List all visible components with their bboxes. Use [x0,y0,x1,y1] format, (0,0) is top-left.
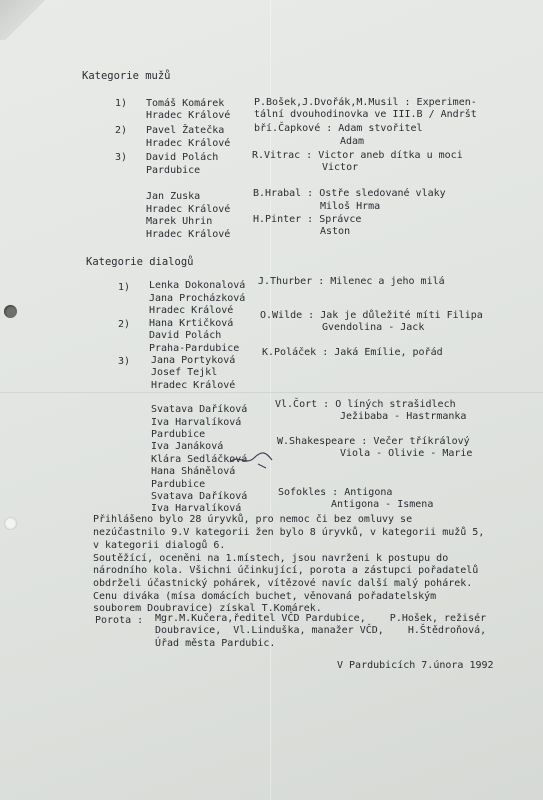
performer-name: Jana Portyková [151,355,236,366]
performer-city: Hradec Králové [146,229,231,240]
work-line: tální dvouhodinovka ve III.B / Andršt [254,109,477,120]
summary-line: nezúčastnilo 9.V kategorii žen bylo 8 úryvků, v kategorii mužů 5, [93,527,485,538]
role-line: Aston [320,226,351,237]
performer-city: Hradec Králové [151,380,236,391]
section-heading-dialog: Kategorie dialogů [86,256,194,268]
summary-line: národního kola. Všichni účinkující, porota a zástupci pořadatelů [93,565,479,576]
performer-name: Tomáš Komárek [146,98,225,109]
performer-name: Pavel Žatečka [146,125,225,136]
role-line: Ježibaba - Hastrmanka [340,411,467,422]
summary-line: obdrželi účastnický pohárek, vítězové navíc další malý pohárek. [93,578,473,589]
performer-name: Hana Shánělová [151,466,236,477]
role-line: Victor [322,162,359,173]
entry-number: 1) [118,282,131,293]
pen-mark [228,448,274,470]
punch-hole [4,517,17,530]
performer-city: Hradec Králové [146,110,231,121]
jury-line: Mgr.M.Kučera,ředitel VČD Pardubice, P.Hošek, režisér [155,613,487,624]
jury-label: Porota : [95,615,144,626]
summary-line: souborem Doubravice) získal T.Komárek. [93,603,322,614]
performer-name: Josef Tejkl [151,367,218,378]
role-line: Gvendolina - Jack [322,322,425,333]
performer-city: Pardubice [146,165,201,176]
performer-city: Pardubice [151,479,206,490]
performer-name: Iva Harvalíková [151,417,242,428]
entry-number: 3) [118,356,131,367]
performer-name: Hana Krtičková [149,318,234,329]
work-line: Sofokles : Antigona [278,487,393,498]
performer-name: Jana Procházková [149,293,246,304]
work-line: P.Bošek,J.Dvořák,M.Musil : Experimen- [254,97,477,108]
performer-city: Praha-Pardubice [149,343,240,354]
performer-name: Lenka Dokonalová [149,280,246,291]
work-line: bří.Čapkové : Adam stvořitel [254,123,423,134]
performer-name: Klára Sedláčková [151,454,248,465]
entry-number: 1) [115,98,128,109]
performer-city: Hradec Králové [146,138,231,149]
performer-city: Pardubice [151,429,206,440]
entry-number: 2) [118,319,131,330]
role-line: Antigona - Ismena [331,499,434,510]
jury-line: Úřad města Pardubic. [155,638,276,649]
summary-line: Přihlášeno bylo 28 úryvků, pro nemoc či bez omluvy se [93,514,413,525]
summary-line: v kategorii dialogů 6. [93,540,226,551]
performer-name: David Polách [146,152,219,163]
paper-fold-horizontal [0,392,543,393]
performer-name: Iva Janáková [151,441,224,452]
performer-name: David Polách [149,330,222,341]
performer-city: Hradec Králové [146,204,231,215]
performer-city: Hradec Králové [149,305,234,316]
work-line: H.Pinter : Správce [253,214,362,225]
role-line: Miloš Hrma [320,201,381,212]
performer-name: Iva Harvalíková [151,503,242,514]
work-line: J.Thurber : Milenec a jeho milá [258,276,445,287]
performer-name: Marek Uhrin [146,216,213,227]
role-line: Viola - Olivie - Marie [340,448,473,459]
work-line: K.Poláček : Jaká Emílie, pořád [262,347,443,358]
performer-name: Svatava Daříková [151,404,248,415]
role-line: Adam [340,136,365,147]
work-line: W.Shakespeare : Večer tříkrálový [277,436,470,447]
work-line: R.Vitrac : Victor aneb dítka u moci [252,150,463,161]
jury-line: Doubravice, Vl.Linduška, manažer VČD, H.Štědroňová, [155,625,487,636]
work-line: B.Hrabal : Ostře sledované vlaky [253,188,446,199]
place-and-date: V Pardubicích 7.února 1992 [337,660,494,671]
entry-number: 2) [115,125,128,136]
punch-hole [4,305,17,318]
summary-line: Cenu diváka (mísa domácích buchet, věnovaná pořadatelským [93,591,437,602]
work-line: Vl.Čort : O líných strašidlech [275,399,456,410]
section-heading-men: Kategorie mužů [82,70,171,82]
performer-name: Svatava Daříková [151,491,248,502]
entry-number: 3) [115,152,128,163]
folded-corner [0,0,60,40]
summary-line: Soutěžící, oceněni na 1.místech, jsou navrženi k postupu do [93,553,449,564]
performer-name: Jan Zuska [146,191,201,202]
work-line: O.Wilde : Jak je důležité míti Filipa [260,310,483,321]
